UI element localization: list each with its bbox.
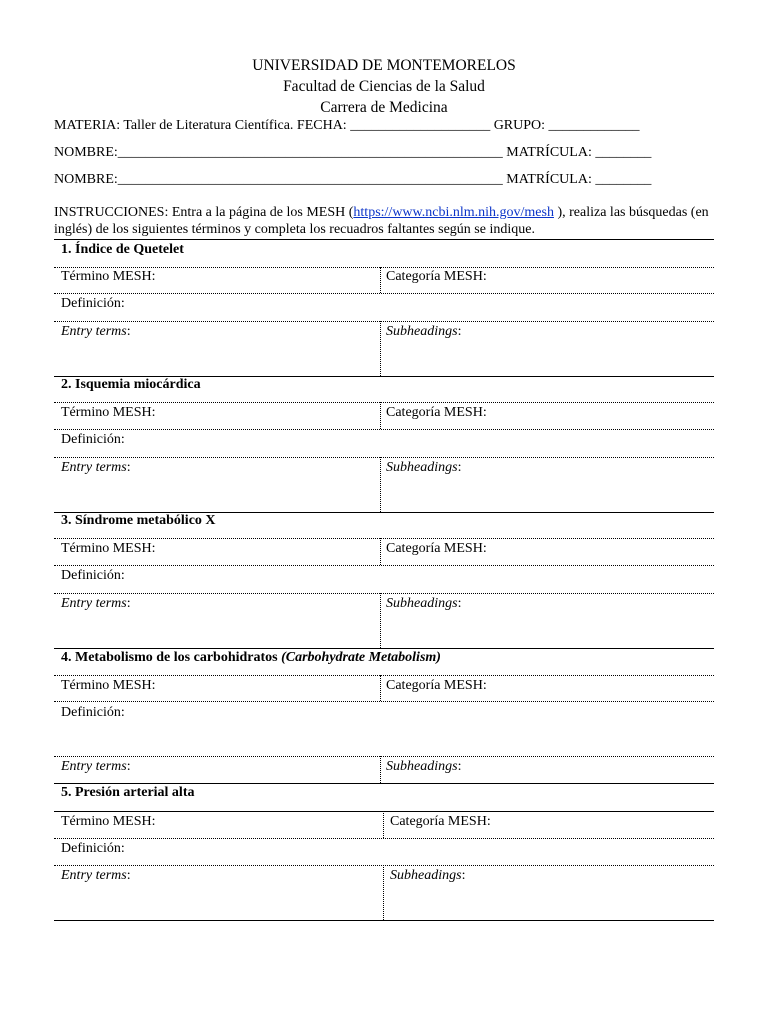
divider — [54, 267, 714, 268]
instructions-text-start: INSTRUCCIONES: Entra a la página de los MESH ( — [54, 205, 354, 220]
column-divider — [380, 593, 381, 648]
section-title: 5. Presión arterial alta — [61, 785, 195, 800]
column-divider — [380, 538, 381, 565]
divider — [54, 565, 714, 566]
divider — [54, 593, 714, 594]
categoria-mesh-label: Categoría MESH: — [386, 269, 487, 284]
section-5 — [54, 783, 714, 923]
section-2 — [54, 376, 714, 513]
termino-mesh-label: Término MESH: — [61, 405, 156, 420]
section-bottom-rule — [54, 920, 714, 921]
divider — [54, 675, 714, 676]
entry-terms-label: Entry terms: — [61, 868, 131, 883]
definicion-label: Definición: — [61, 841, 125, 856]
section-title: 1. Índice de Quetelet — [61, 242, 184, 257]
entry-terms-label: Entry terms: — [61, 759, 131, 774]
divider — [54, 756, 714, 757]
divider — [54, 838, 714, 839]
definicion-label: Definición: — [61, 296, 125, 311]
subheadings-label: Subheadings: — [386, 759, 462, 774]
career-name: Carrera de Medicina — [320, 99, 448, 116]
categoria-mesh-label: Categoría MESH: — [390, 814, 491, 829]
categoria-mesh-label: Categoría MESH: — [386, 678, 487, 693]
section-top-rule — [54, 239, 714, 240]
divider — [54, 457, 714, 458]
nombre-matricula-row-2: NOMBRE:_______________________________________________________ MATRÍCULA: ________ — [54, 172, 652, 187]
termino-mesh-label: Término MESH: — [61, 541, 156, 556]
categoria-mesh-label: Categoría MESH: — [386, 405, 487, 420]
column-divider — [383, 811, 384, 838]
section-4 — [54, 648, 714, 784]
divider — [54, 865, 714, 866]
entry-terms-label: Entry terms: — [61, 460, 131, 475]
column-divider — [383, 865, 384, 920]
definicion-label: Definición: — [61, 432, 125, 447]
column-divider — [380, 457, 381, 512]
column-divider — [380, 756, 381, 783]
column-divider — [380, 267, 381, 293]
subheadings-label: Subheadings: — [390, 868, 466, 883]
column-divider — [380, 675, 381, 701]
termino-mesh-label: Término MESH: — [61, 269, 156, 284]
divider — [54, 402, 714, 403]
section-title: 3. Síndrome metabólico X — [61, 513, 216, 528]
subheadings-label: Subheadings: — [386, 460, 462, 475]
section-title: 2. Isquemia miocárdica — [61, 377, 201, 392]
divider — [54, 429, 714, 430]
entry-terms-label: Entry terms: — [61, 324, 131, 339]
materia-fecha-grupo-row: MATERIA: Taller de Literatura Científica. FECHA: ____________________ GRUPO: _____________ — [54, 118, 640, 133]
institution-name: UNIVERSIDAD DE MONTEMORELOS — [252, 57, 516, 74]
divider — [54, 293, 714, 294]
column-divider — [380, 402, 381, 429]
section-title: 4. Metabolismo de los carbohidratos (Carbohydrate Metabolism) — [61, 650, 441, 665]
mesh-link[interactable]: https://www.ncbi.nlm.nih.gov/mesh — [353, 205, 554, 220]
divider — [54, 811, 714, 812]
section-1 — [54, 239, 714, 377]
nombre-matricula-row-1: NOMBRE:_______________________________________________________ MATRÍCULA: ________ — [54, 145, 652, 160]
subheadings-label: Subheadings: — [386, 324, 462, 339]
faculty-name: Facultad de Ciencias de la Salud — [283, 78, 485, 95]
divider — [54, 321, 714, 322]
divider — [54, 701, 714, 702]
instructions-text-end: ), realiza las búsquedas (en inglés) de los siguientes términos y completa los recuadros faltantes según se indique. — [54, 205, 709, 237]
termino-mesh-label: Término MESH: — [61, 814, 156, 829]
column-divider — [380, 321, 381, 376]
section-3 — [54, 512, 714, 649]
instructions — [54, 204, 714, 238]
definicion-label: Definición: — [61, 568, 125, 583]
subheadings-label: Subheadings: — [386, 596, 462, 611]
termino-mesh-label: Término MESH: — [61, 678, 156, 693]
definicion-label: Definición: — [61, 705, 125, 720]
categoria-mesh-label: Categoría MESH: — [386, 541, 487, 556]
entry-terms-label: Entry terms: — [61, 596, 131, 611]
divider — [54, 538, 714, 539]
